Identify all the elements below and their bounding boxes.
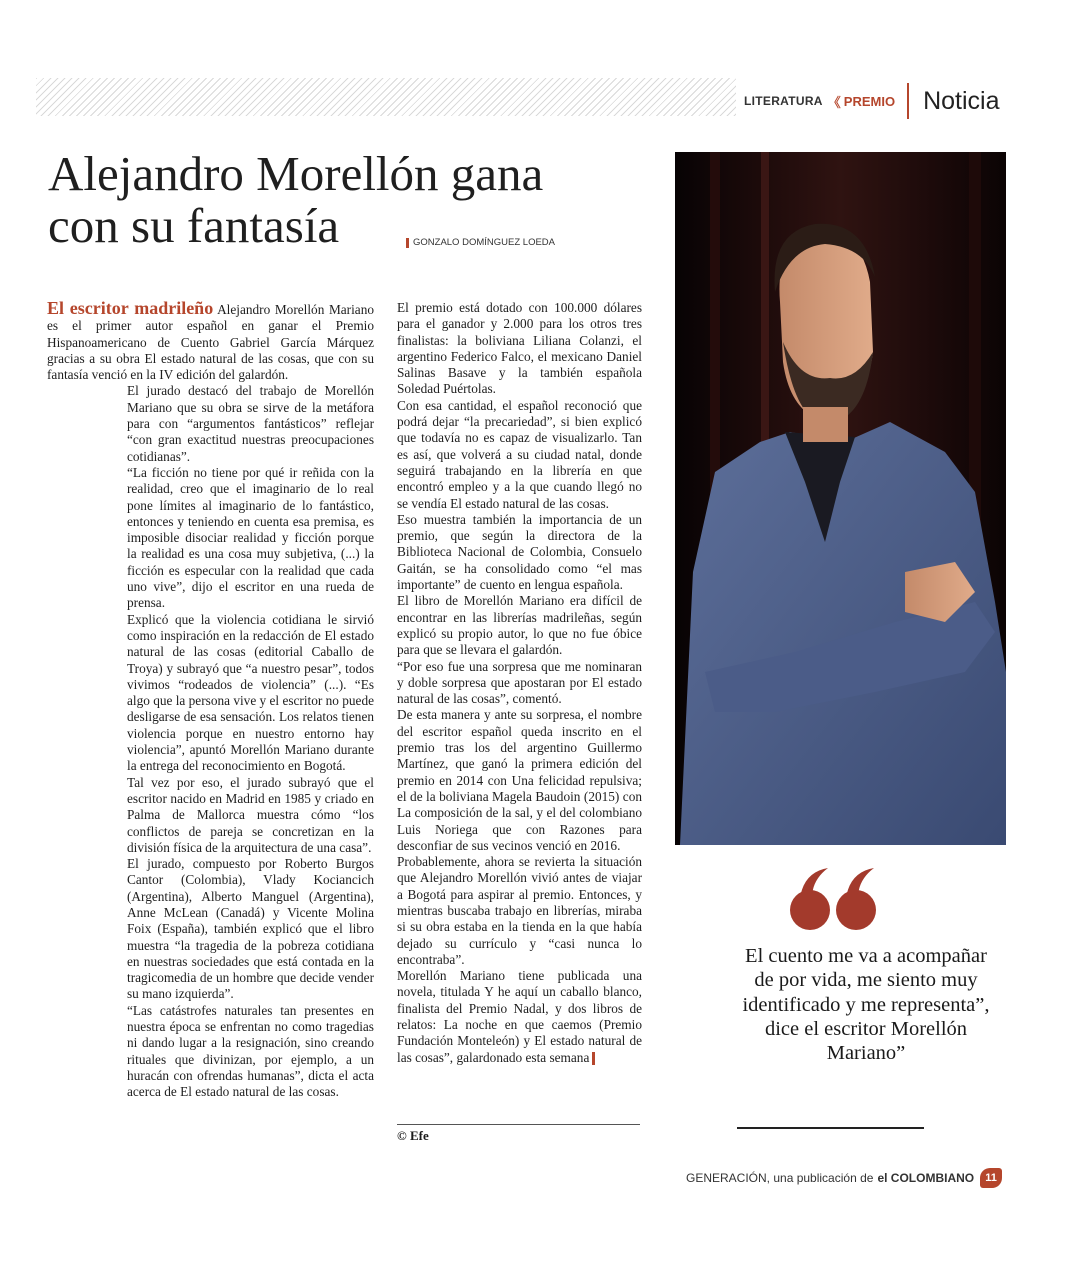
paragraph: Con esa cantidad, el español reconoció que podrá dejar “la precariedad”, si bien explicó que todavía no es capaz de visualizarlo. Tan es así, que volverá a su ciudad natal, donde seguirá trabajando en la librería en que encontró empleo y a la que cuando llegó no se vendía El estado natural de las cosas. xyxy=(397,397,642,511)
paragraph: Eso muestra también la importancia de un premio, que según la directora de la Biblioteca Nacional de Colombia, Consuelo Gaitán, se ha consolidado como “el mas importante” de cuento en lengua española. xyxy=(397,511,642,593)
section-subcategory: PREMIO xyxy=(843,93,896,109)
paragraph-text: Alejandro Morellón Mariano es el primer autor español en ganar el Premio Hispanoamericano de Cuento Gabriel García Márquez gracias a su obra El estado natural de las cosas, que con su fantasía venció en la IV edición del galardón. xyxy=(47,302,374,383)
paragraph: “Las catástrofes naturales tan presentes en nuestra época se enfrentan no como tragedias ni dando lugar a la resignación, sino creando rituales que divinizan, por ejemplo, a un huracán con ofrendas humanas”, dicta el acta acerca de El estado natural de las cosas. xyxy=(127,1002,374,1100)
title-line-1: Alejandro Morellón gana xyxy=(48,146,544,201)
quote-marks-icon xyxy=(788,868,880,932)
paragraph-text: Morellón Mariano tiene publicada una novela, titulada Y he aquí un caballo blanco, finalista del Premio Nadal, y dos libros de relatos: La noche en que caemos (Premio Fundación Monteleón) y El estado natural de las cosas”, galardonado esta semana xyxy=(397,968,642,1065)
photo-credit: © Efe xyxy=(397,1128,429,1143)
paragraph: Tal vez por eso, el jurado subrayó que el escritor nacido en Madrid en 1985 y criado en Palma de Mallorca muestra cómo “los conflictos de pareja se concretizan en la división física de la arquitectura de una casa”. xyxy=(127,774,374,855)
paragraph: De esta manera y ante su sorpresa, el nombre del escritor español queda inscrito en el premio tras los del argentino Guillermo Martínez, que ganó la primera edición del premio en 2014 con Una felicidad repulsiva; el de la boliviana Magela Baudoin (2015) con La composición de la sal, y el del colombiano Luis Noriega que con Razones para desconfiar de sus vecinos venció en 2016. xyxy=(397,707,642,853)
paragraph xyxy=(47,298,374,383)
header-hatch-band xyxy=(36,78,736,116)
pull-quote-rule xyxy=(737,1127,924,1129)
page-number: 11 xyxy=(980,1168,1002,1188)
paragraph: “Por eso fue una sorpresa que me nominaran y doble sorpresa que apostaran por El estado natural de las cosas”, comentó. xyxy=(397,658,642,707)
lead-in: El escritor madrileño xyxy=(47,298,214,318)
section-arrow-icon: 《 xyxy=(827,94,841,110)
title-line-2: con su fantasía xyxy=(48,198,340,253)
paragraph: Probablemente, ahora se revierta la situación que Alejandro Morellón vivió antes de viajar a Bogotá para aspirar al premio. Entonces, y mientras buscaba trabajo en librerías, miraba si su obra estaba en la tienda en la que había dejado su currículo y “casi nunca lo encontraba”. xyxy=(397,854,642,967)
section-divider xyxy=(907,83,909,119)
section-label: Noticia xyxy=(923,86,1000,115)
paragraph xyxy=(397,968,642,1066)
byline xyxy=(406,237,555,248)
section-header xyxy=(744,88,1000,114)
author-name: GONZALO DOMÍNGUEZ LOEDA xyxy=(413,237,555,248)
section-category: LITERATURA xyxy=(744,94,823,108)
credit-rule xyxy=(397,1124,640,1125)
author-photo xyxy=(675,152,1006,845)
article-column-1 xyxy=(47,298,375,1101)
pull-quote: El cuento me va a acompañar de por vida, me siento muy identificado y me representa”, dice el escritor Morellón Mariano” xyxy=(742,945,990,1065)
byline-marker xyxy=(406,238,409,248)
paragraph: El libro de Morellón Mariano era difícil de encontrar en las librerías madrileñas, según explicó su propio autor, lo que no fue óbice para que se llevara el galardón. xyxy=(397,593,642,658)
page-footer xyxy=(686,1168,1002,1188)
article-title xyxy=(48,148,648,252)
paragraph: El jurado destacó del trabajo de Morellón Mariano que su obra se sirve de la metáfora para con “argumentos fantásticos” reflejar “con gran exactitud nuestras preocupaciones cotidianas”. xyxy=(127,383,374,464)
paragraph: El premio está dotado con 100.000 dólares para el ganador y 2.000 para los otros tres finalistas: la boliviana Liliana Colanzi, el argentino Federico Falco, el mexicano Daniel Salinas Basave y la también española Soledad Puértolas. xyxy=(397,300,642,397)
paragraph: Explicó que la violencia cotidiana le sirvió como inspiración en la redacción de El estado natural de las cosas (editorial Caballo de Troya) y subrayó que “a nuestro pesar”, todos vivimos “rodeados de violencia” (...). “Es algo que la persona vive y el escritor no puede desligarse de esa sensación. Los relatos tienen violencia porque en nuestro entorno hay violencia”, apuntó Morellón Mariano durante la entrega del reconocimiento en Bogotá. xyxy=(127,611,375,774)
paragraph: El jurado, compuesto por Roberto Burgos Cantor (Colombia), Vlady Kociancich (Argentina), Alberto Manguel (Argentina), Anne McLean (Canadá) y Vicente Molina Foix (España), también explicó que el libro muestra “la tragedia de la pobreza cotidiana en nuestras sociedades que está contada en la tragicomedia de un hombre que decide vender su mano izquierda”. xyxy=(127,856,374,1002)
paragraph: “La ficción no tiene por qué ir reñida con la realidad, creo que el imaginario de lo real pone límites al imaginario de lo fantástico, entonces y teniendo en cuenta esa premisa, es imposible disociar realidad y ficción porque la realidad es una cosa muy subjetiva, (...) la ficción es especular con la realidad que cada uno vive”, dijo el escritor en una rueda de prensa. xyxy=(127,464,374,611)
footer-publication: GENERACIÓN, una publicación de xyxy=(686,1171,874,1185)
article-column-2 xyxy=(397,300,642,1066)
footer-brand: el COLOMBIANO xyxy=(877,1171,975,1185)
end-marker xyxy=(592,1052,595,1065)
author-portrait-illustration xyxy=(675,152,1006,845)
